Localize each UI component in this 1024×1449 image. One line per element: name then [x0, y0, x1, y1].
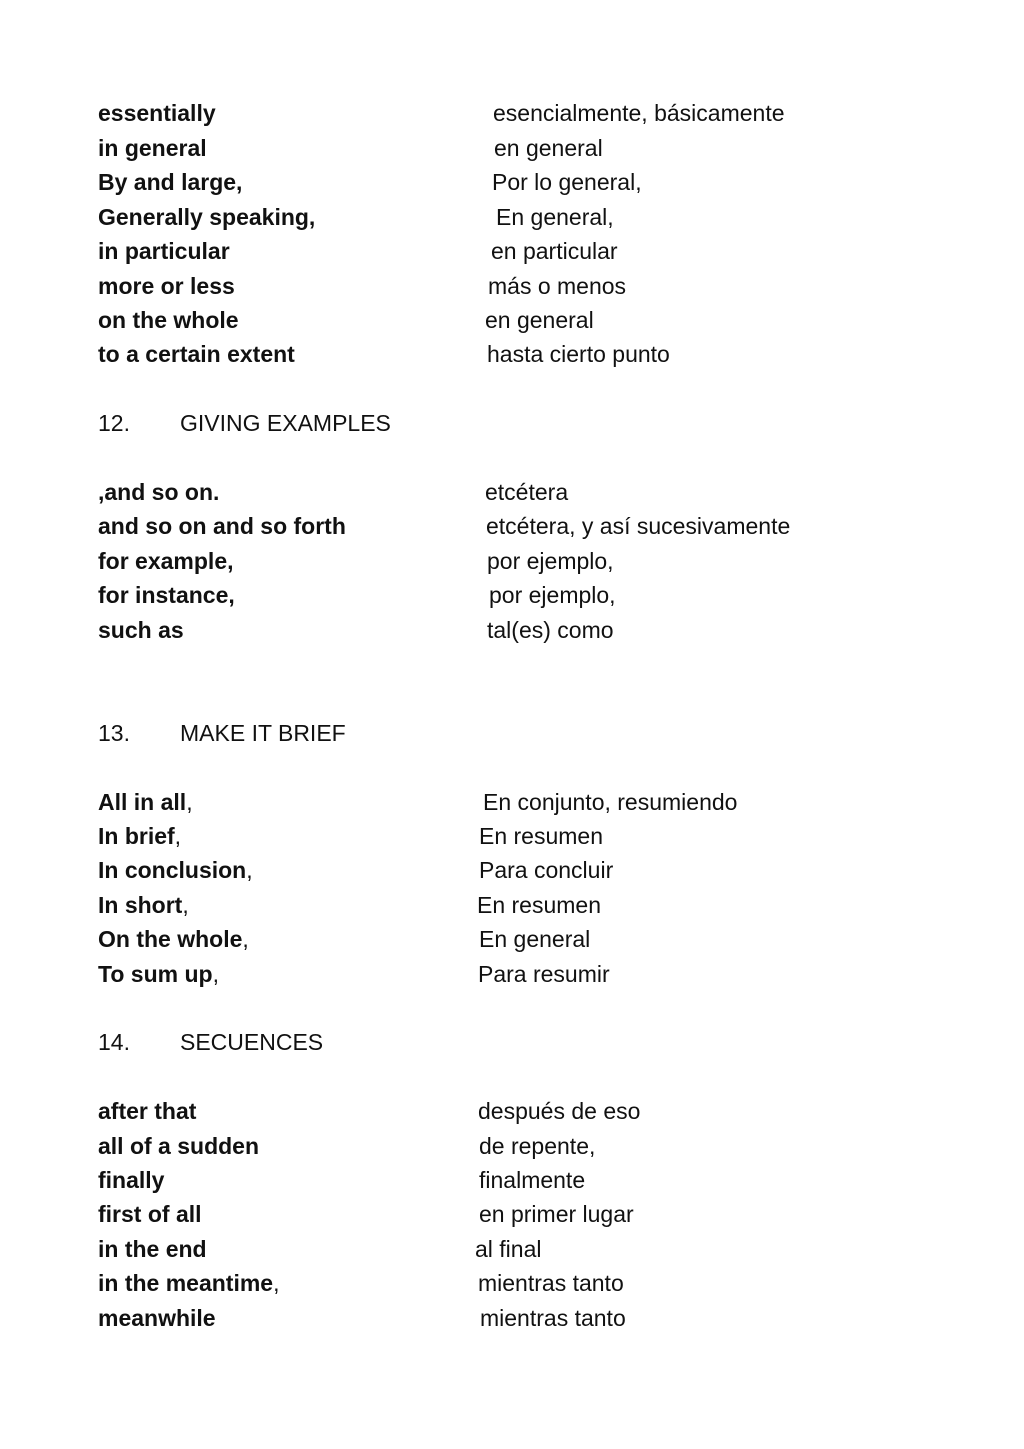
spanish-translation: etcétera, y así sucesivamente	[486, 513, 791, 539]
phrase-row	[98, 96, 938, 130]
phrase-row	[98, 303, 938, 337]
spanish-translation: En resumen	[479, 823, 604, 849]
spanish-translation: En general,	[496, 204, 614, 230]
phrase-row	[98, 922, 938, 956]
english-phrase: more or less	[98, 273, 235, 299]
spanish-translation: Para resumir	[478, 961, 610, 987]
phrase-row	[98, 1301, 938, 1335]
phrase-row	[98, 165, 938, 199]
spanish-translation: por ejemplo,	[487, 548, 614, 574]
phrase-row	[98, 1197, 938, 1231]
english-phrase: meanwhile	[98, 1305, 216, 1331]
english-phrase: To sum up,	[98, 961, 219, 987]
english-phrase: All in all,	[98, 789, 193, 815]
spanish-translation: en particular	[491, 238, 618, 264]
english-phrase: for instance,	[98, 582, 235, 608]
section-number: 14.	[98, 1029, 130, 1055]
phrase-row	[98, 131, 938, 165]
english-phrase: Generally speaking,	[98, 204, 316, 230]
spanish-translation: más o menos	[488, 273, 627, 299]
phrase-row	[98, 785, 938, 819]
section-title: SECUENCES	[180, 1029, 324, 1055]
english-phrase: such as	[98, 617, 184, 643]
spanish-translation: En general	[479, 926, 591, 952]
phrase-row	[98, 888, 938, 922]
spanish-translation: En conjunto, resumiendo	[483, 789, 738, 815]
english-phrase: in particular	[98, 238, 230, 264]
spanish-translation: En resumen	[477, 892, 602, 918]
spanish-translation: finalmente	[479, 1167, 586, 1193]
phrase-row	[98, 337, 938, 371]
phrase-row	[98, 578, 938, 612]
phrase-row	[98, 475, 938, 509]
english-phrase: On the whole,	[98, 926, 249, 952]
spanish-translation: en general	[494, 135, 603, 161]
english-phrase: to a certain extent	[98, 341, 295, 367]
english-phrase: finally	[98, 1167, 165, 1193]
english-phrase: for example,	[98, 548, 234, 574]
phrase-row	[98, 957, 938, 991]
spanish-translation: por ejemplo,	[489, 582, 616, 608]
phrase-row	[98, 613, 938, 647]
spanish-translation: después de eso	[478, 1098, 641, 1124]
english-phrase: ,and so on.	[98, 479, 220, 505]
english-phrase: first of all	[98, 1201, 202, 1227]
spanish-translation: de repente,	[479, 1133, 596, 1159]
english-phrase: In short,	[98, 892, 189, 918]
spanish-translation: Por lo general,	[492, 169, 642, 195]
section-number: 12.	[98, 410, 130, 436]
spanish-translation: etcétera	[485, 479, 569, 505]
spanish-translation: hasta cierto punto	[487, 341, 670, 367]
spanish-translation: Para concluir	[479, 857, 614, 883]
phrase-row	[98, 853, 938, 887]
section-title: GIVING EXAMPLES	[180, 410, 391, 436]
english-phrase: essentially	[98, 100, 216, 126]
english-phrase: In conclusion,	[98, 857, 253, 883]
english-phrase: in general	[98, 135, 207, 161]
spanish-translation: al final	[475, 1236, 542, 1262]
phrase-row	[98, 1266, 938, 1300]
phrase-row	[98, 1129, 938, 1163]
spanish-translation: esencialmente, básicamente	[493, 100, 785, 126]
english-phrase: By and large,	[98, 169, 243, 195]
phrase-row	[98, 1163, 938, 1197]
english-phrase: all of a sudden	[98, 1133, 260, 1159]
phrase-row	[98, 234, 938, 268]
section-number: 13.	[98, 720, 130, 746]
phrase-row	[98, 200, 938, 234]
english-phrase: after that	[98, 1098, 197, 1124]
section-title: MAKE IT BRIEF	[180, 720, 346, 746]
english-phrase: in the end	[98, 1236, 207, 1262]
spanish-translation: mientras tanto	[478, 1270, 624, 1296]
spanish-translation: en primer lugar	[479, 1201, 634, 1227]
phrase-row	[98, 544, 938, 578]
spanish-translation: tal(es) como	[487, 617, 614, 643]
spanish-translation: en general	[485, 307, 594, 333]
english-phrase: in the meantime,	[98, 1270, 280, 1296]
phrase-row	[98, 1094, 938, 1128]
english-phrase: In brief,	[98, 823, 182, 849]
english-phrase: and so on and so forth	[98, 513, 346, 539]
phrase-row	[98, 1232, 938, 1266]
english-phrase: on the whole	[98, 307, 239, 333]
spanish-translation: mientras tanto	[480, 1305, 626, 1331]
phrase-row	[98, 509, 938, 543]
phrase-row	[98, 269, 938, 303]
phrase-row	[98, 819, 938, 853]
